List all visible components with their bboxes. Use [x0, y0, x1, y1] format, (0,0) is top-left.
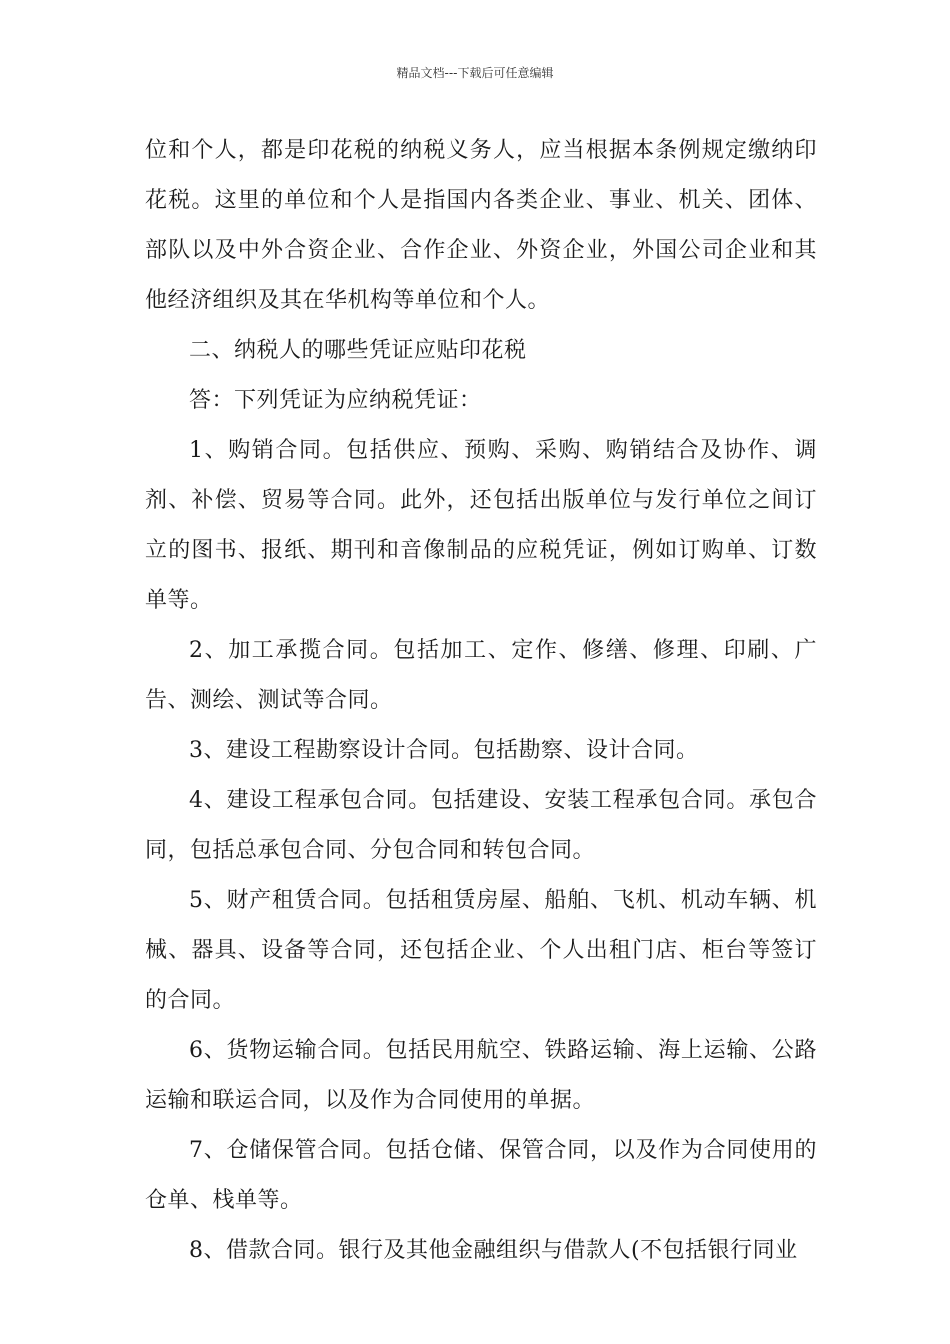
list-item-3: 3、建设工程勘察设计合同。包括勘察、设计合同。	[189, 738, 699, 763]
list-item-1: 1、购销合同。包括供应、预购、采购、购销结合及协作、调剂、补偿、贸易等合同。此外，还包括出版单位与发行单位之间订立的图书、报纸、期刊和音像制品的应税凭证，例如订购单、订数单等。	[145, 438, 817, 613]
list-item-2: 2、加工承揽合同。包括加工、定作、修缮、修理、印刷、广告、测绘、测试等合同。	[145, 638, 817, 713]
list-item-7: 7、仓储保管合同。包括仓储、保管合同，以及作为合同使用的仓单、栈单等。	[145, 1138, 817, 1213]
paragraph-answer: 答：下列凭证为应纳税凭证：	[189, 388, 482, 413]
list-item-6: 6、货物运输合同。包括民用航空、铁路运输、海上运输、公路运输和联运合同，以及作为合同使用的单据。	[145, 1038, 817, 1113]
list-item-4: 4、建设工程承包合同。包括建设、安装工程承包合同。承包合同，包括总承包合同、分包合同和转包合同。	[145, 788, 817, 863]
section-heading: 二、纳税人的哪些凭证应贴印花税	[189, 338, 527, 363]
page-header: 精品文档---下载后可任意编辑	[396, 66, 554, 80]
document-body	[145, 126, 817, 1276]
list-item-5: 5、财产租赁合同。包括租赁房屋、船舶、飞机、机动车辆、机械、器具、设备等合同，还包括企业、个人出租门店、柜台等签订的合同。	[145, 888, 817, 1013]
paragraph-continuation: 位和个人，都是印花税的纳税义务人，应当根据本条例规定缴纳印花税。这里的单位和个人是指国内各类企业、事业、机关、团体、部队以及中外合资企业、合作企业、外资企业，外国公司企业和其他经济组织及其在华机构等单位和个人。	[145, 138, 817, 313]
list-item-8: 8、借款合同。银行及其他金融组织与借款人(不包括银行同业	[189, 1238, 798, 1263]
